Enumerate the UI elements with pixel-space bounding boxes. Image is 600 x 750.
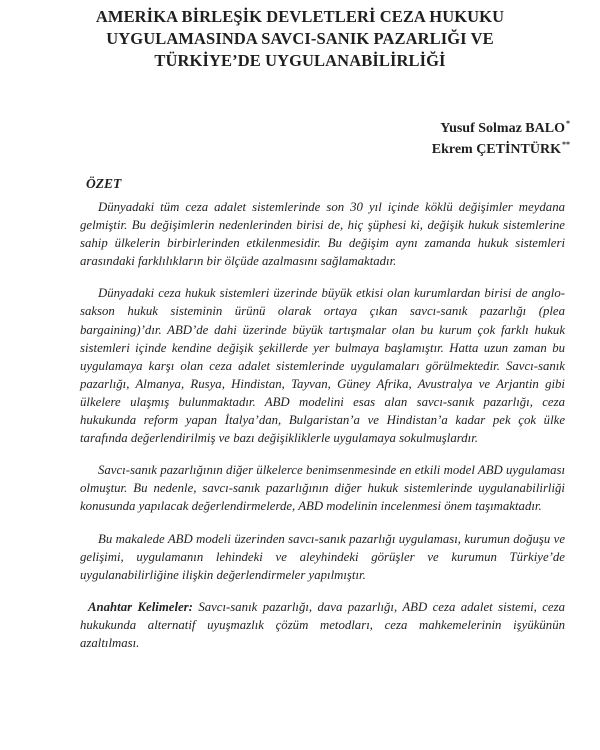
title-line-3: TÜRKİYE’DE UYGULANABİLİRLİĞİ (154, 51, 446, 70)
title-line-1: AMERİKA BİRLEŞİK DEVLETLERİ CEZA HUKUKU (95, 7, 505, 26)
author-name: Ekrem ÇETİNTÜRK (431, 142, 561, 157)
keywords-paragraph (80, 598, 565, 652)
abstract-paragraph-2: Dünyadaki ceza hukuk sistemleri üzerinde büyük etkisi olan kurumlardan birisi de anglo-sakson hukuk sisteminin ürünü olarak ortaya çıkan savcı-sanık pazarlığı (plea bargaining)’dır. ABD’de dahi üzerinde büyük tartışmalar olan bu kurum çok farklı hukuk sistemleri içinde kendine değişik şekillerde yer bulmaya başlamıştır. Hatta uzun zaman bu uygulamaya karşı olan ceza adalet sistemlerinde uygulamaları görülmektedir. Savcı-sanık pazarlığı, Almanya, Rusya, Hindistan, Tayvan, Güney Afrika, Avustralya ve Arjantin gibi ülkelere ulaşmış bulunmaktadır. ABD modelini esas alan savcı-sanık pazarlığı, ceza hukukunda reform yapan İtalya’dan, Bulgaristan’a ve Hindistan’a kadar pek çok ülke tarafında değerlendirilmiş ve bazı değişikliklerle uygulamaya sokulmuşlardır. (80, 286, 565, 446)
abstract-paragraph-3: Savcı-sanık pazarlığının diğer ülkelerce benimsenmesinde en etkili model ABD uygulaması olmuştur. Bu nedenle, savcı-sanık pazarlığının diğer hukuk sistemlerinde uygulanabilirliği konusunda yapılacak değerlendirmelerde, ABD modelinin incelenmesi önem taşımaktadır. (80, 463, 565, 514)
author-footnote-mark[interactable]: ** (562, 140, 570, 150)
abstract-heading: ÖZET (86, 176, 122, 191)
author-footnote-mark[interactable]: * (566, 119, 570, 129)
paper-title (20, 6, 580, 72)
abstract-paragraph-1: Dünyadaki tüm ceza adalet sistemlerinde son 30 yıl içinde köklü değişimler meydana gelmiştir. Bu değişimlerin nedenlerinden birisi de, hiç şüphesi ki, değişik hukuk sistemlerine sahip ülkelerin birbirlerinden etkilenmesidir. Bu değişim aynı zamanda hukuk sistemleri arasındaki farklılıkların bir ölçüde azalmasını sağlamaktadır. (80, 200, 565, 269)
abstract-paragraph-4: Bu makalede ABD modeli üzerinden savcı-sanık pazarlığı uygulaması, kurumun doğuşu ve gelişimi, uygulamanın lehindeki ve aleyhindeki görüşler ve kurumun Türkiye’de uygulanabilirliğine ilişkin değerlendirmeler yapılmıştır. (80, 531, 565, 582)
keywords-label: Anahtar Kelimeler: (88, 599, 193, 614)
author-list (432, 118, 570, 160)
title-line-2: UYGULAMASINDA SAVCI-SANIK PAZARLIĞI VE (106, 29, 494, 48)
author-1 (432, 118, 570, 139)
author-2 (432, 139, 570, 160)
keywords-text: Savcı-sanık pazarlığı, dava pazarlığı, ABD ceza adalet sistemi, ceza hukukunda alternatif uyuşmazlık çözüm metodları, ceza mahkemelerinin işyükünün azaltılması. (80, 599, 565, 650)
abstract-body (80, 198, 565, 666)
author-name: Yusuf Solmaz BALO (440, 121, 565, 136)
